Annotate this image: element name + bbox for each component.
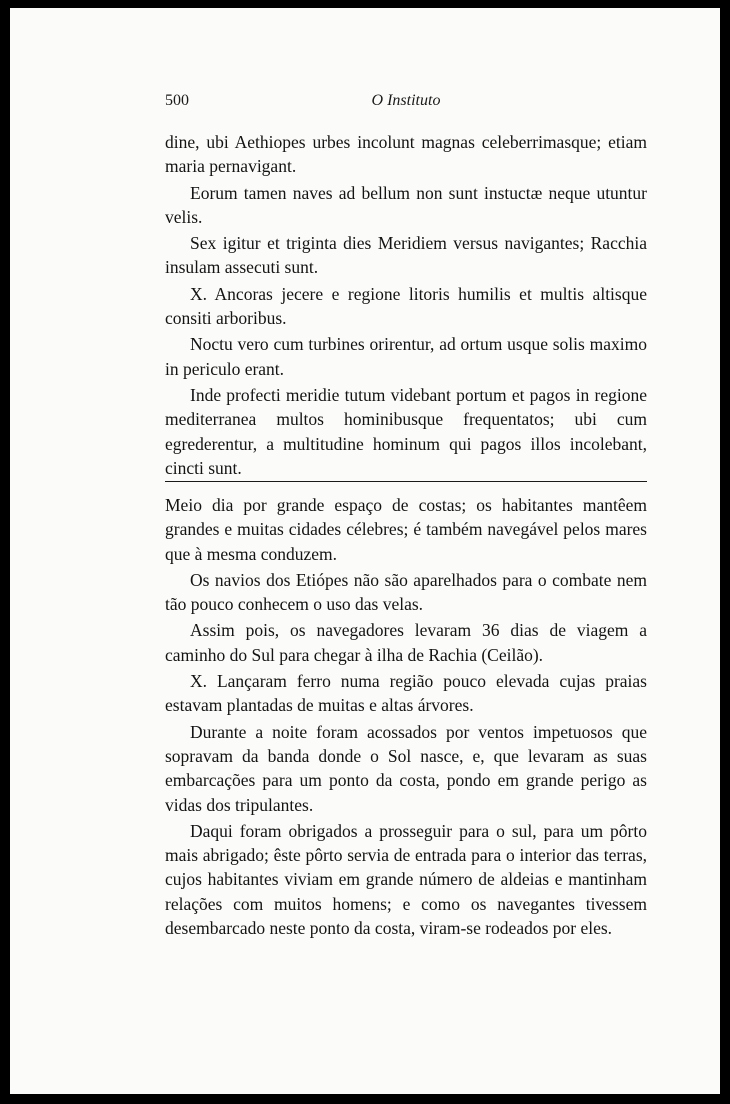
portuguese-paragraph: Meio dia por grande espaço de costas; os habitantes mantêem grandes e muitas cidades célebres; é também navegável pelos mares que à mesma conduzem. bbox=[165, 495, 647, 564]
portuguese-paragraph: Daqui foram obrigados a prosseguir para o sul, para um pôrto mais abrigado; êste pôrto servia de entrada para o interior das terras, cujos habitantes viviam em grande número de aldeias e mantinham relações com muitos homens; e como os navegantes tivessem desembarcado neste ponto da costa, viram-se rodeados por eles. bbox=[165, 820, 647, 939]
page-header bbox=[165, 92, 647, 116]
section-divider bbox=[165, 481, 647, 482]
book-page bbox=[10, 8, 720, 1094]
latin-paragraph: X. Ancoras jecere e regione litoris humilis et multis altisque consiti arboribus. bbox=[165, 283, 647, 329]
portuguese-paragraph: Assim pois, os navegadores levaram 36 dias de viagem a caminho do Sul para chegar à ilha de Rachia (Ceilão). bbox=[165, 620, 647, 665]
portuguese-paragraph: Durante a noite foram acossados por ventos impetuosos que sopravam da banda donde o Sol nasce, e, que levaram as suas embarcações para um ponto da costa, pondo em grande perigo as vidas dos tripulantes. bbox=[165, 721, 647, 815]
latin-paragraph: Eorum tamen naves ad bellum non sunt instuctæ neque utuntur velis. bbox=[165, 182, 647, 227]
running-title: O Instituto bbox=[371, 92, 441, 109]
latin-paragraph: Sex igitur et triginta dies Meridiem versus navigantes; Racchia insulam assecuti sunt. bbox=[165, 233, 647, 278]
latin-paragraph: dine, ubi Aethiopes urbes incolunt magnas celeberrimasque; etiam maria pernavigant. bbox=[165, 132, 647, 177]
latin-paragraph: Noctu vero cum turbines orirentur, ad ortum usque solis maximo in periculo erant. bbox=[165, 334, 647, 379]
latin-paragraph: Inde profecti meridie tutum videbant portum et pagos in regione mediterranea multos hominibusque frequentatos; ubi cum egrederentur, a multitudine hominum qui pagos illos incolebant, cincti sunt. bbox=[165, 384, 647, 478]
portuguese-text bbox=[165, 493, 647, 942]
page-number: 500 bbox=[165, 92, 189, 109]
portuguese-paragraph: Os navios dos Etiópes não são aparelhados para o combate nem tão pouco conhecem o uso das velas. bbox=[165, 569, 647, 615]
portuguese-paragraph: X. Lançaram ferro numa região pouco elevada cujas praias estavam plantadas de muitas e altas árvores. bbox=[165, 671, 647, 716]
latin-text bbox=[165, 130, 647, 482]
